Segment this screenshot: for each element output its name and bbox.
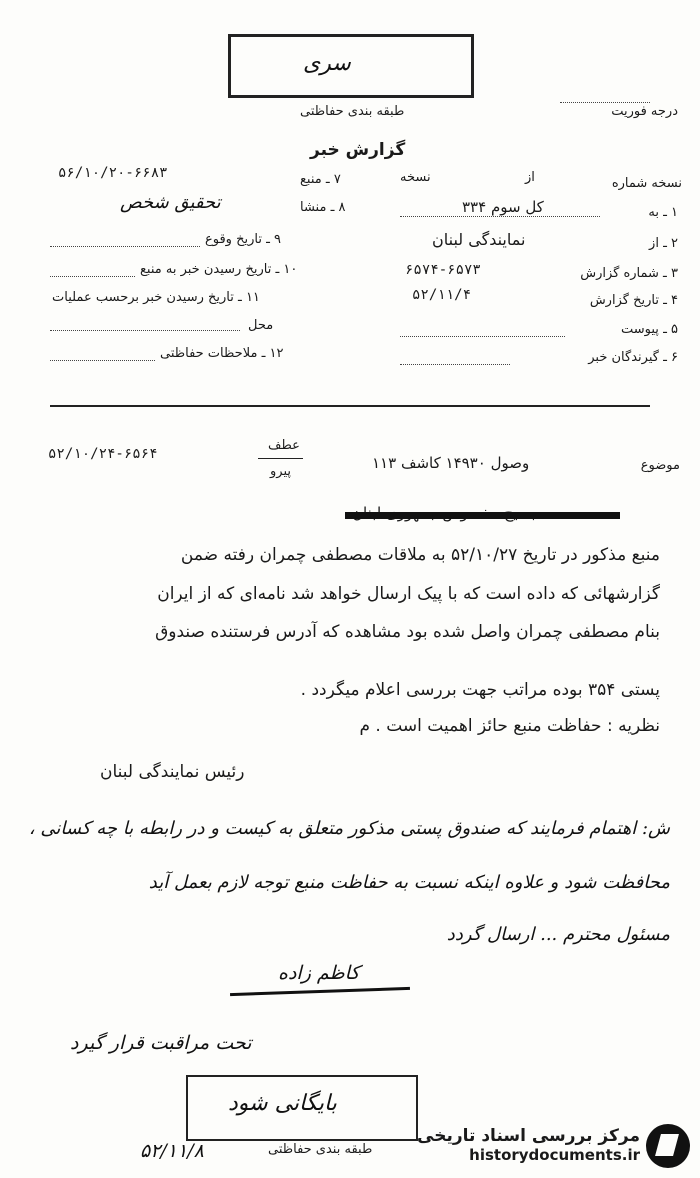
attachment-label: ۵ ـ پیوست bbox=[621, 322, 678, 337]
handwritten-note-5: تحت مراقبت قرار گیرد bbox=[70, 1032, 252, 1054]
classification-stamp bbox=[228, 34, 474, 98]
report-title: گزارش خبر bbox=[310, 140, 406, 160]
report-date-label: ۴ ـ تاریخ گزارش bbox=[589, 293, 678, 308]
watermark bbox=[417, 1126, 640, 1164]
from-unit-value: نمایندگی لبنان bbox=[432, 230, 526, 249]
archive-stamp-label: طبقه بندی حفاظتی bbox=[268, 1142, 373, 1157]
copy-label: نسخه bbox=[400, 170, 431, 185]
received-source-label: ۱۰ ـ تاریخ رسیدن خبر به منبع bbox=[140, 262, 298, 277]
body-line-2: گزارشهائی که داده است که با پیک ارسال خواهد شد نامه‌ای که از ایران bbox=[157, 584, 660, 604]
origin-label: ۸ ـ منشا bbox=[300, 200, 346, 215]
origin-value: تحقیق شخص bbox=[120, 192, 221, 213]
source-value: ۵۶/۱۰/۲۰-۶۶۸۳ bbox=[58, 165, 168, 181]
to-value: کل سوم ۳۳۴ bbox=[462, 198, 544, 216]
handwritten-signature: کاظم زاده bbox=[278, 962, 360, 984]
place-label: محل bbox=[248, 318, 274, 333]
from-unit-label: ۲ ـ از bbox=[649, 236, 678, 251]
divider bbox=[50, 405, 650, 407]
priority-label: درجه فوریت bbox=[611, 104, 678, 119]
recipients-label: ۶ ـ گیرندگان خبر bbox=[588, 350, 678, 365]
from-label: از bbox=[525, 170, 535, 185]
to-label: ۱ ـ به bbox=[648, 205, 678, 220]
signature: رئیس نمایندگی لبنان bbox=[100, 762, 245, 782]
received-ops-label: ۱۱ ـ تاریخ رسیدن خبر برحسب عملیات bbox=[52, 290, 260, 305]
ref-bracket bbox=[258, 458, 303, 459]
copy-number-label: نسخه شماره bbox=[611, 176, 682, 191]
body-line-1: منبع مذکور در تاریخ ۵۲/۱۰/۲۷ به ملاقات مصطفی چمران رفته ضمن bbox=[180, 545, 660, 565]
handwritten-note-3: مسئول محترم ... ارسال گردد bbox=[446, 924, 670, 945]
archive-stamp bbox=[186, 1075, 418, 1141]
body-line-4: پستی ۳۵۴ بوده مراتب جهت بررسی اعلام میگردد . bbox=[300, 680, 660, 700]
watermark-name: مرکز بررسی اسناد تاریخی bbox=[417, 1126, 640, 1146]
report-no-label: ۳ ـ شماره گزارش bbox=[580, 266, 678, 281]
subject-value: وصول ۱۴۹۳۰ کاشف ۱۱۳ bbox=[372, 454, 530, 472]
watermark-url: historydocuments.ir bbox=[469, 1146, 640, 1164]
ref-label: عطف bbox=[268, 438, 300, 453]
classification-label: طبقه بندی حفاظتی bbox=[300, 104, 405, 119]
body-line-3: بنام مصطفی چمران واصل شده بود مشاهده که آدرس فرستنده صندوق bbox=[155, 622, 660, 642]
ref-value: ۵۲/۱۰/۲۴-۶۵۶۴ bbox=[48, 446, 158, 462]
report-no-value: ۶۵۷۴-۶۵۷۳ bbox=[405, 262, 481, 278]
opinion: نظریه : حفاظت منبع حائز اهمیت است . م bbox=[359, 716, 660, 736]
stamp-text: سری bbox=[303, 51, 351, 76]
strike-line bbox=[345, 512, 620, 519]
handwritten-underline bbox=[230, 987, 410, 996]
event-date-label: ۹ ـ تاریخ وقوع bbox=[205, 232, 282, 247]
handwritten-note-1: ش: اهتمام فرمایند که صندوق پستی مذکور متعلق به کیست و در رابطه با چه کسانی ، bbox=[28, 818, 670, 839]
subject-label: موضوع bbox=[640, 458, 680, 473]
follow-label: پیرو bbox=[270, 464, 291, 479]
source-label: ۷ ـ منبع bbox=[300, 172, 341, 187]
report-date-value: ۵۲/۱۱/۴ bbox=[412, 287, 472, 303]
archive-stamp-text: بایگانی شود bbox=[228, 1091, 337, 1116]
handwritten-note-2: محافظت شود و علاوه اینکه نسبت به حفاظت منبع توجه لازم بعمل آید bbox=[148, 872, 670, 893]
handwritten-date: ۵۲/۱۱/۸ bbox=[140, 1140, 204, 1162]
security-notes-label: ۱۲ ـ ملاحظات حفاظتی bbox=[160, 346, 284, 361]
archive-logo-icon bbox=[646, 1124, 690, 1168]
